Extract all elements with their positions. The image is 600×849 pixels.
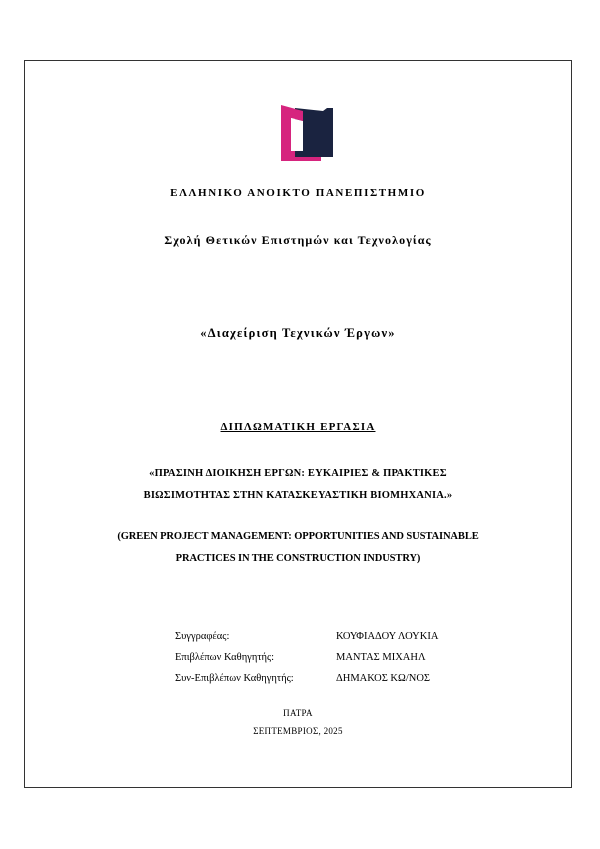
university-logo-icon xyxy=(281,105,333,161)
supervisor-name: ΜΑΝΤΑΣ ΜΙΧΑΗΛ xyxy=(336,652,426,663)
city: ΠΑΤΡΑ xyxy=(283,708,313,718)
thesis-title-greek-line-2: ΒΙΩΣΙΜΟΤΗΤΑΣ ΣΤΗΝ ΚΑΤΑΣΚΕΥΑΣΤΙΚΗ ΒΙΟΜΗΧΑΝΙΑ.» xyxy=(143,490,453,501)
credit-row-supervisor xyxy=(175,647,438,668)
co-supervisor-name: ΔΗΜΑΚΟΣ ΚΩ/ΝΟΣ xyxy=(336,673,431,684)
thesis-title-english-line-1: (GREEN PROJECT MANAGEMENT: OPPORTUNITIES AND SUSTAINABLE xyxy=(117,531,479,542)
school-name: Σχολή Θετικών Επιστημών και Τεχνολογίας xyxy=(164,233,432,247)
university-name: ΕΛΛΗΝΙΚΟ ΑΝΟΙΚΤΟ ΠΑΝΕΠΙΣΤΗΜΙΟ xyxy=(170,187,426,199)
date: ΣΕΠΤΕΜΒΡΙΟΣ, 2025 xyxy=(253,726,343,736)
thesis-type xyxy=(24,421,572,433)
credit-row-co-supervisor xyxy=(175,668,438,689)
thesis-title-greek xyxy=(24,463,572,507)
author-label: Συγγραφέας: xyxy=(175,631,230,642)
thesis-type-label: ΔΙΠΛΩΜΑΤΙΚΗ ΕΡΓΑΣΙΑ xyxy=(220,421,376,433)
credit-row-author xyxy=(175,626,438,647)
author-name: ΚΟΥΦΙΑΔΟΥ ΛΟΥΚΙΑ xyxy=(336,631,439,642)
supervisor-label: Επιβλέπων Καθηγητής: xyxy=(175,652,275,663)
course-title: «Διαχείριση Τεχνικών Έργων» xyxy=(200,326,396,340)
credits-block xyxy=(175,626,438,689)
thesis-title-english-line-2: PRACTICES IN THE CONSTRUCTION INDUSTRY) xyxy=(175,553,421,564)
thesis-title-english xyxy=(24,526,572,570)
co-supervisor-label: Συν-Επιβλέπων Καθηγητής: xyxy=(175,673,294,684)
thesis-title-greek-line-1: «ΠΡΑΣΙΝΗ ΔΙΟΙΚΗΣΗ ΕΡΓΩΝ: ΕΥΚΑΙΡΙΕΣ & ΠΡΑΚΤΙΚΕΣ xyxy=(149,468,447,479)
